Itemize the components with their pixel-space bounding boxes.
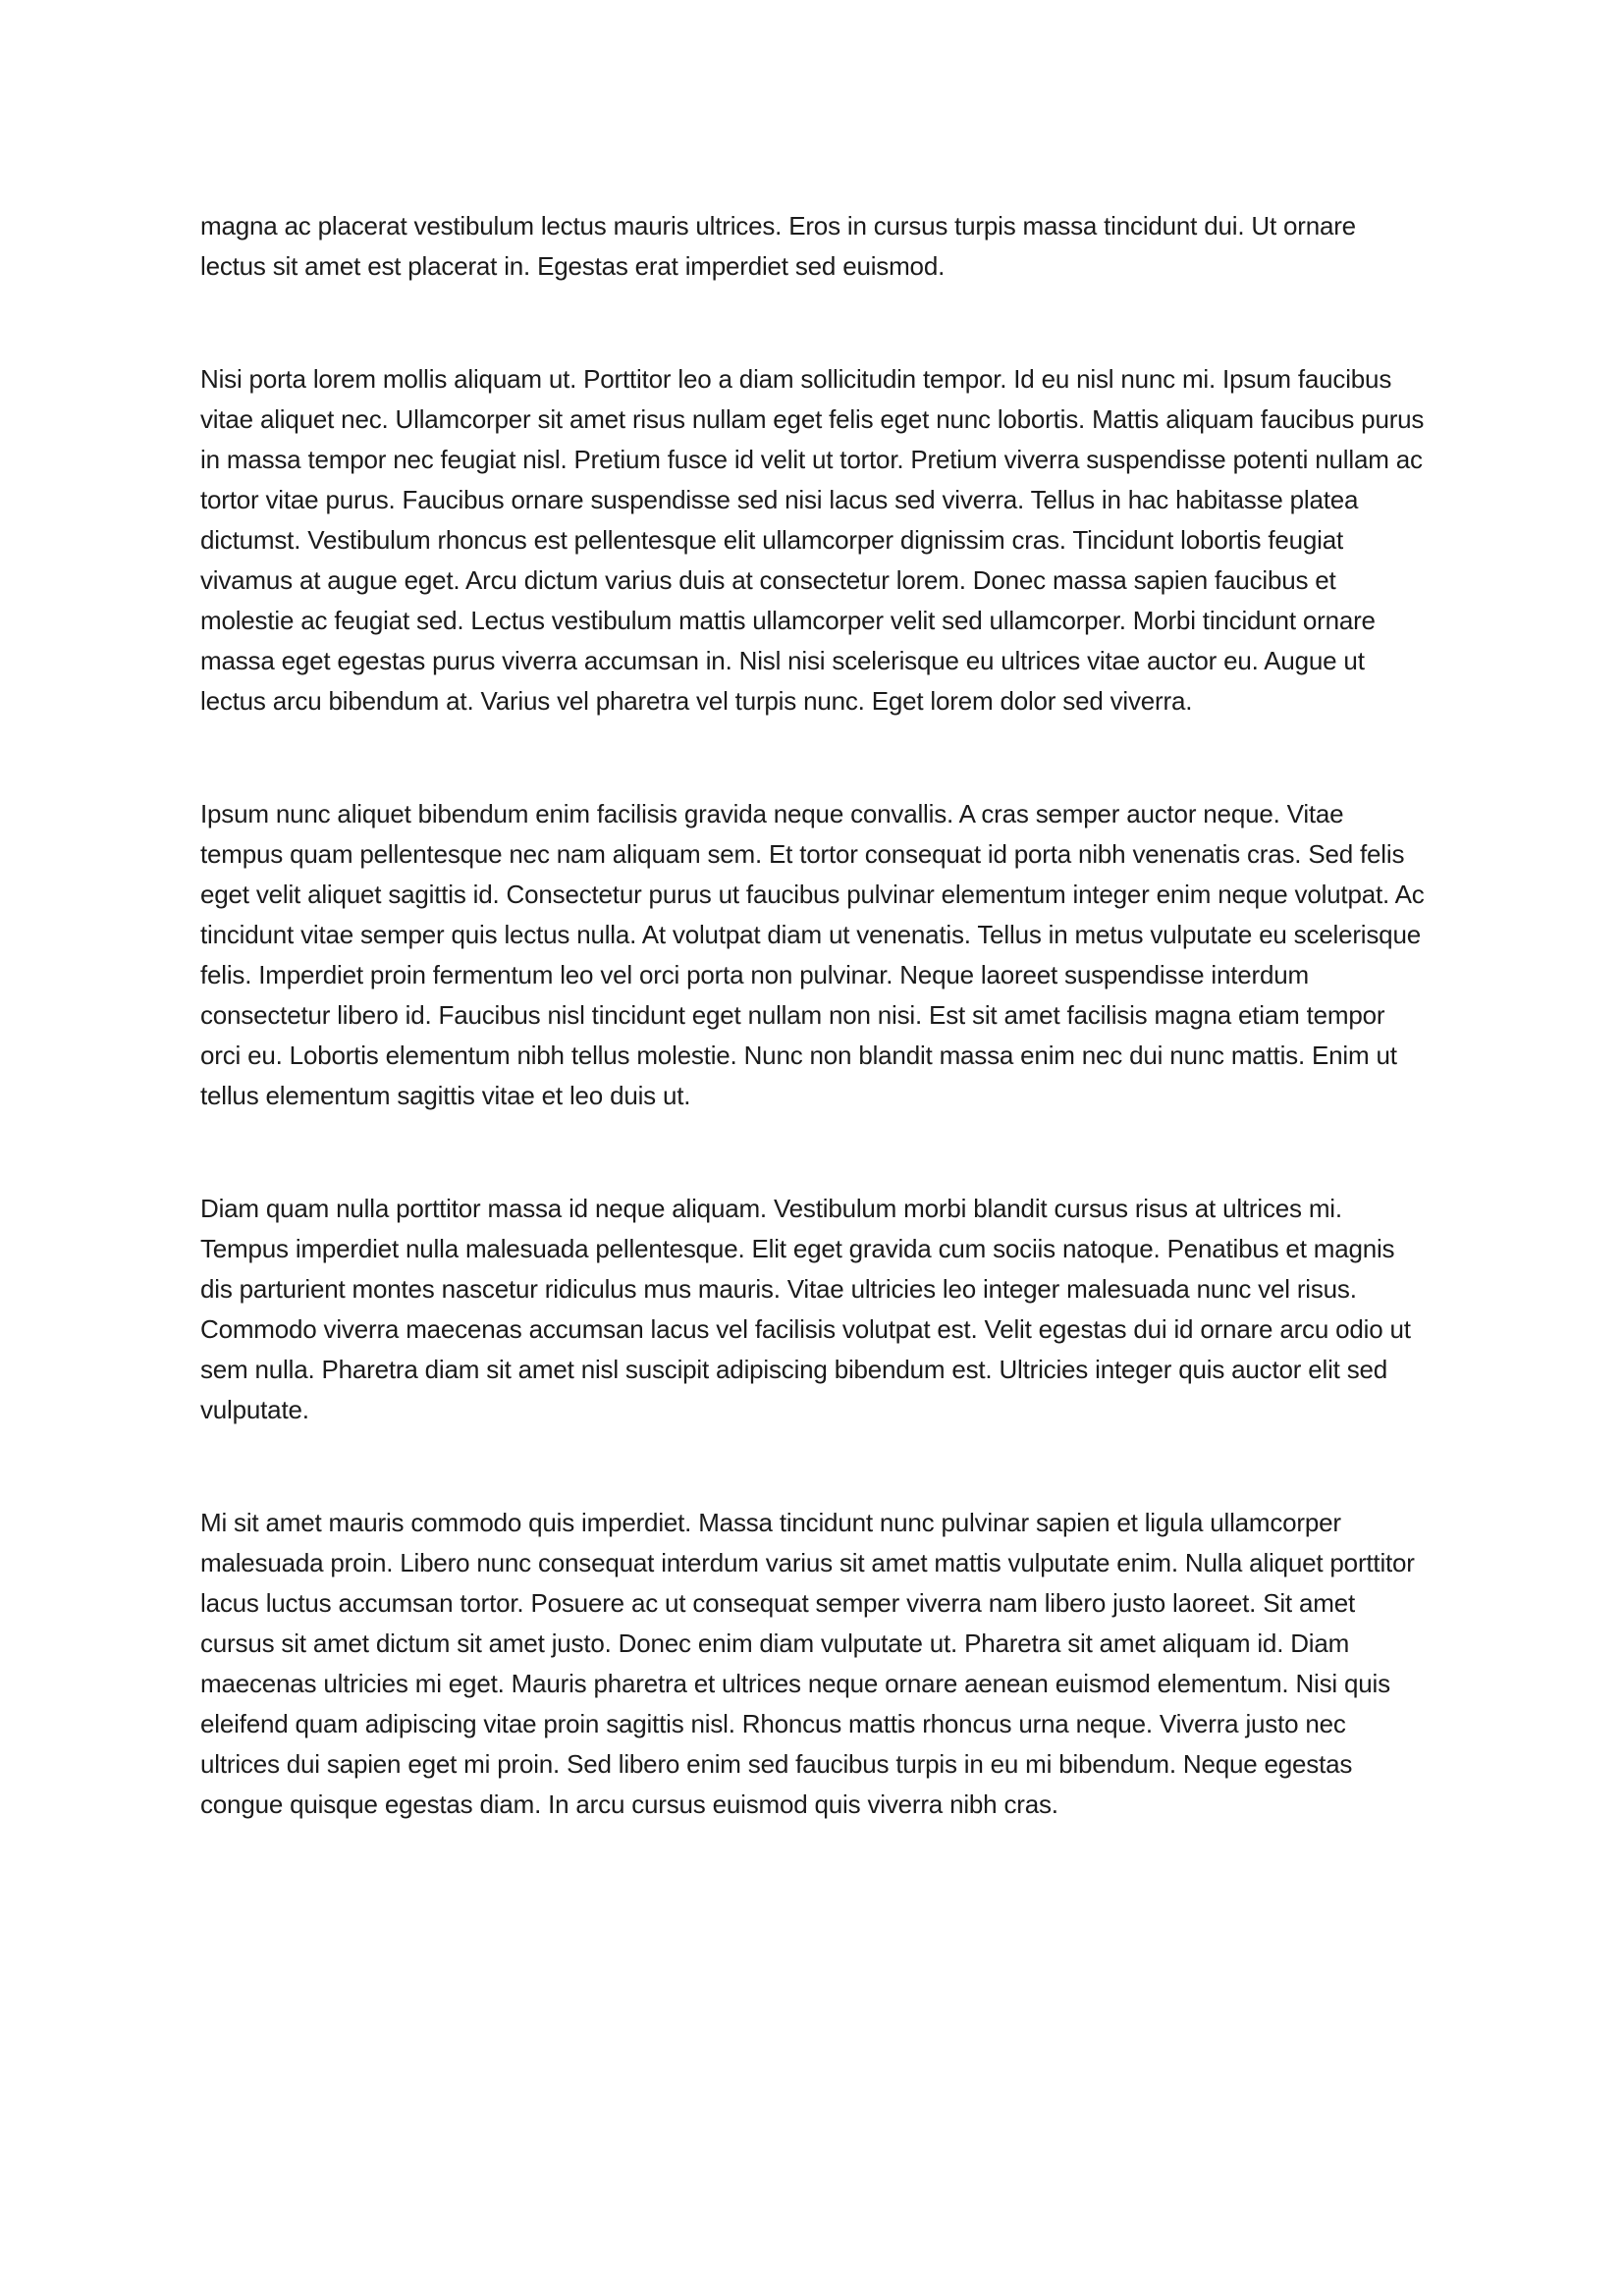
paragraph-3: Ipsum nunc aliquet bibendum enim facilisis gravida neque convallis. A cras semper auctor neque. Vitae tempus quam pellentesque nec nam aliquam sem. Et tortor consequat id porta nibh venenatis cras. Sed felis eget velit aliquet sagittis id. Consectetur purus ut faucibus pulvinar elementum integer enim neque volutpat. Ac tincidunt vitae semper quis lectus nulla. At volutpat diam ut venenatis. Tellus in metus vulputate eu scelerisque felis. Imperdiet proin fermentum leo vel orci porta non pulvinar. Neque laoreet suspendisse interdum consectetur libero id. Faucibus nisl tincidunt eget nullam non nisi. Est sit amet facilisis magna etiam tempor orci eu. Lobortis elementum nibh tellus molestie. Nunc non blandit massa enim nec dui nunc mattis. Enim ut tellus elementum sagittis vitae et leo duis ut.	[200, 799, 1425, 1110]
paragraph-1: magna ac placerat vestibulum lectus mauris ultrices. Eros in cursus turpis massa tincidunt dui. Ut ornare lectus sit amet est placerat in. Egestas erat imperdiet sed euismod.	[200, 211, 1356, 281]
paragraph-2: Nisi porta lorem mollis aliquam ut. Porttitor leo a diam sollicitudin tempor. Id eu nisl nunc mi. Ipsum faucibus vitae aliquet nec. Ullamcorper sit amet risus nullam eget felis eget nunc lobortis. Mattis aliquam faucibus purus in massa tempor nec feugiat nisl. Pretium fusce id velit ut tortor. Pretium viverra suspendisse potenti nullam ac tortor vitae purus. Faucibus ornare suspendisse sed nisi lacus sed viverra. Tellus in hac habitasse platea dictumst. Vestibulum rhoncus est pellentesque elit ullamcorper dignissim cras. Tincidunt lobortis feugiat vivamus at augue eget. Arcu dictum varius duis at consectetur lorem. Donec massa sapien faucibus et molestie ac feugiat sed. Lectus vestibulum mattis ullamcorper velit sed ullamcorper. Morbi tincidunt ornare massa eget egestas purus viverra accumsan in. Nisl nisi scelerisque eu ultrices vitae auctor eu. Augue ut lectus arcu bibendum at. Varius vel pharetra vel turpis nunc. Eget lorem dolor sed viverra.	[200, 364, 1425, 716]
paragraph-5: Mi sit amet mauris commodo quis imperdiet. Massa tincidunt nunc pulvinar sapien et ligula ullamcorper malesuada proin. Libero nunc consequat interdum varius sit amet mattis vulputate enim. Nulla aliquet porttitor lacus luctus accumsan tortor. Posuere ac ut consequat semper viverra nam libero justo laoreet. Sit amet cursus sit amet dictum sit amet justo. Donec enim diam vulputate ut. Pharetra sit amet aliquam id. Diam maecenas ultricies mi eget. Mauris pharetra et ultrices neque ornare aenean euismod elementum. Nisi quis eleifend quam adipiscing vitae proin sagittis nisl. Rhoncus mattis rhoncus urna neque. Viverra justo nec ultrices dui sapien eget mi proin. Sed libero enim sed faucibus turpis in eu mi bibendum. Neque egestas congue quisque egestas diam. In arcu cursus euismod quis viverra nibh cras.	[200, 1508, 1415, 1819]
paragraph-4: Diam quam nulla porttitor massa id neque aliquam. Vestibulum morbi blandit cursus risus at ultrices mi. Tempus imperdiet nulla malesuada pellentesque. Elit eget gravida cum sociis natoque. Penatibus et magnis dis parturient montes nascetur ridiculus mus mauris. Vitae ultricies leo integer malesuada nunc vel risus. Commodo viverra maecenas accumsan lacus vel facilisis volutpat est. Velit egestas dui id ornare arcu odio ut sem nulla. Pharetra diam sit amet nisl suscipit adipiscing bibendum est. Ultricies integer quis auctor elit sed vulputate.	[200, 1194, 1411, 1424]
